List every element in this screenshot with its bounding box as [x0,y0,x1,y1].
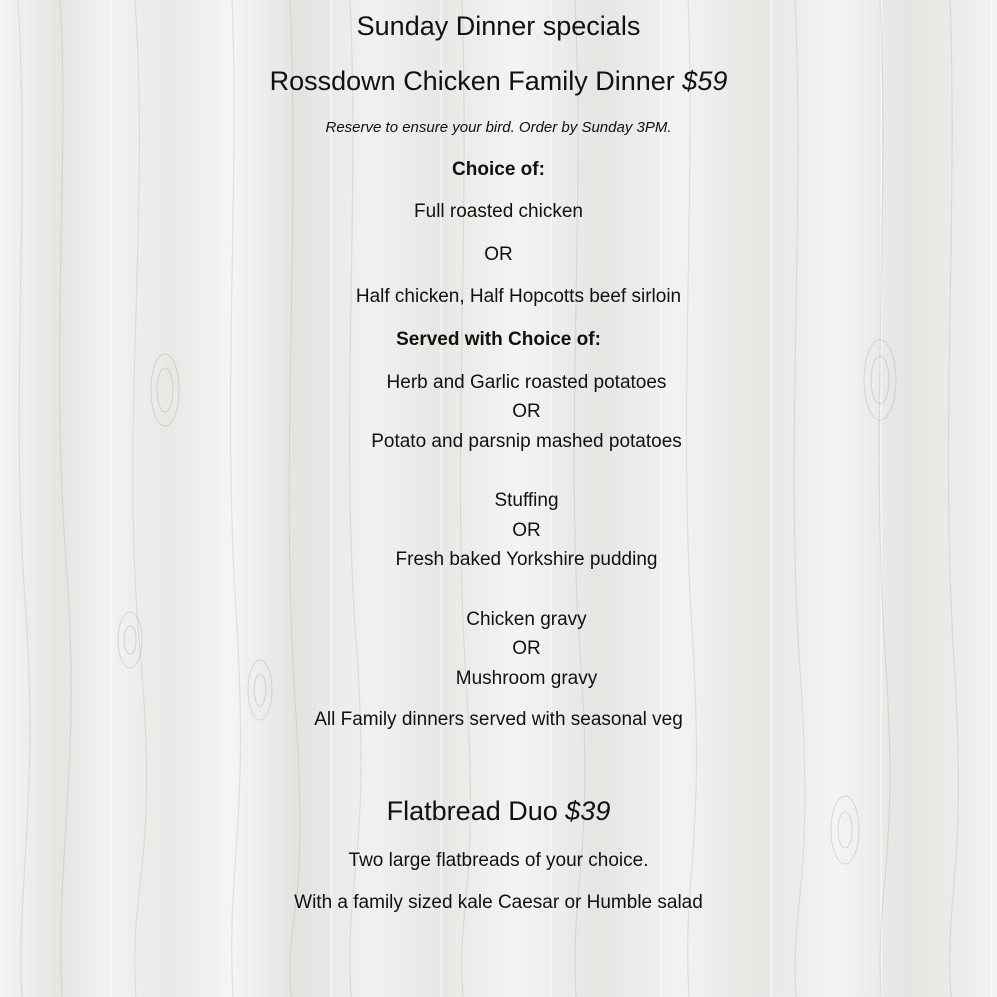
side-option-stuffing: Stuffing [494,490,559,511]
side-or-divider: OR [512,520,541,541]
flatbread-price: $39 [565,796,611,826]
family-dinner-heading [0,68,997,95]
gravy-option-chicken: Chicken gravy [466,609,587,630]
main-or-divider: OR [484,244,513,265]
flatbread-salad-note: With a family sized kale Caesar or Humble salad [294,892,703,913]
gravy-or-divider: OR [512,638,541,659]
flatbread-heading [0,798,997,825]
potato-option-mashed: Potato and parsnip mashed potatoes [371,431,682,452]
potato-or-divider: OR [512,401,541,422]
page-title: Sunday Dinner specials [356,11,641,41]
flatbread-description: Two large flatbreads of your choice. [348,850,649,871]
family-dinner-name: Rossdown Chicken Family Dinner [269,66,675,96]
side-option-yorkshire-pudding: Fresh baked Yorkshire pudding [395,549,658,570]
family-dinner-price: $59 [682,66,728,96]
seasonal-veg-note: All Family dinners served with seasonal veg [314,709,683,730]
served-with-heading: Served with Choice of: [396,329,601,350]
choice-heading: Choice of: [452,159,545,180]
main-option-half-chicken-sirloin: Half chicken, Half Hopcotts beef sirloin [355,286,682,307]
gravy-option-mushroom: Mushroom gravy [455,668,598,689]
flatbread-name: Flatbread Duo [386,796,558,826]
main-option-full-chicken: Full roasted chicken [414,201,583,222]
reservation-note: Reserve to ensure your bird. Order by Sunday 3PM. [325,119,672,136]
potato-option-roasted: Herb and Garlic roasted potatoes [386,372,667,393]
